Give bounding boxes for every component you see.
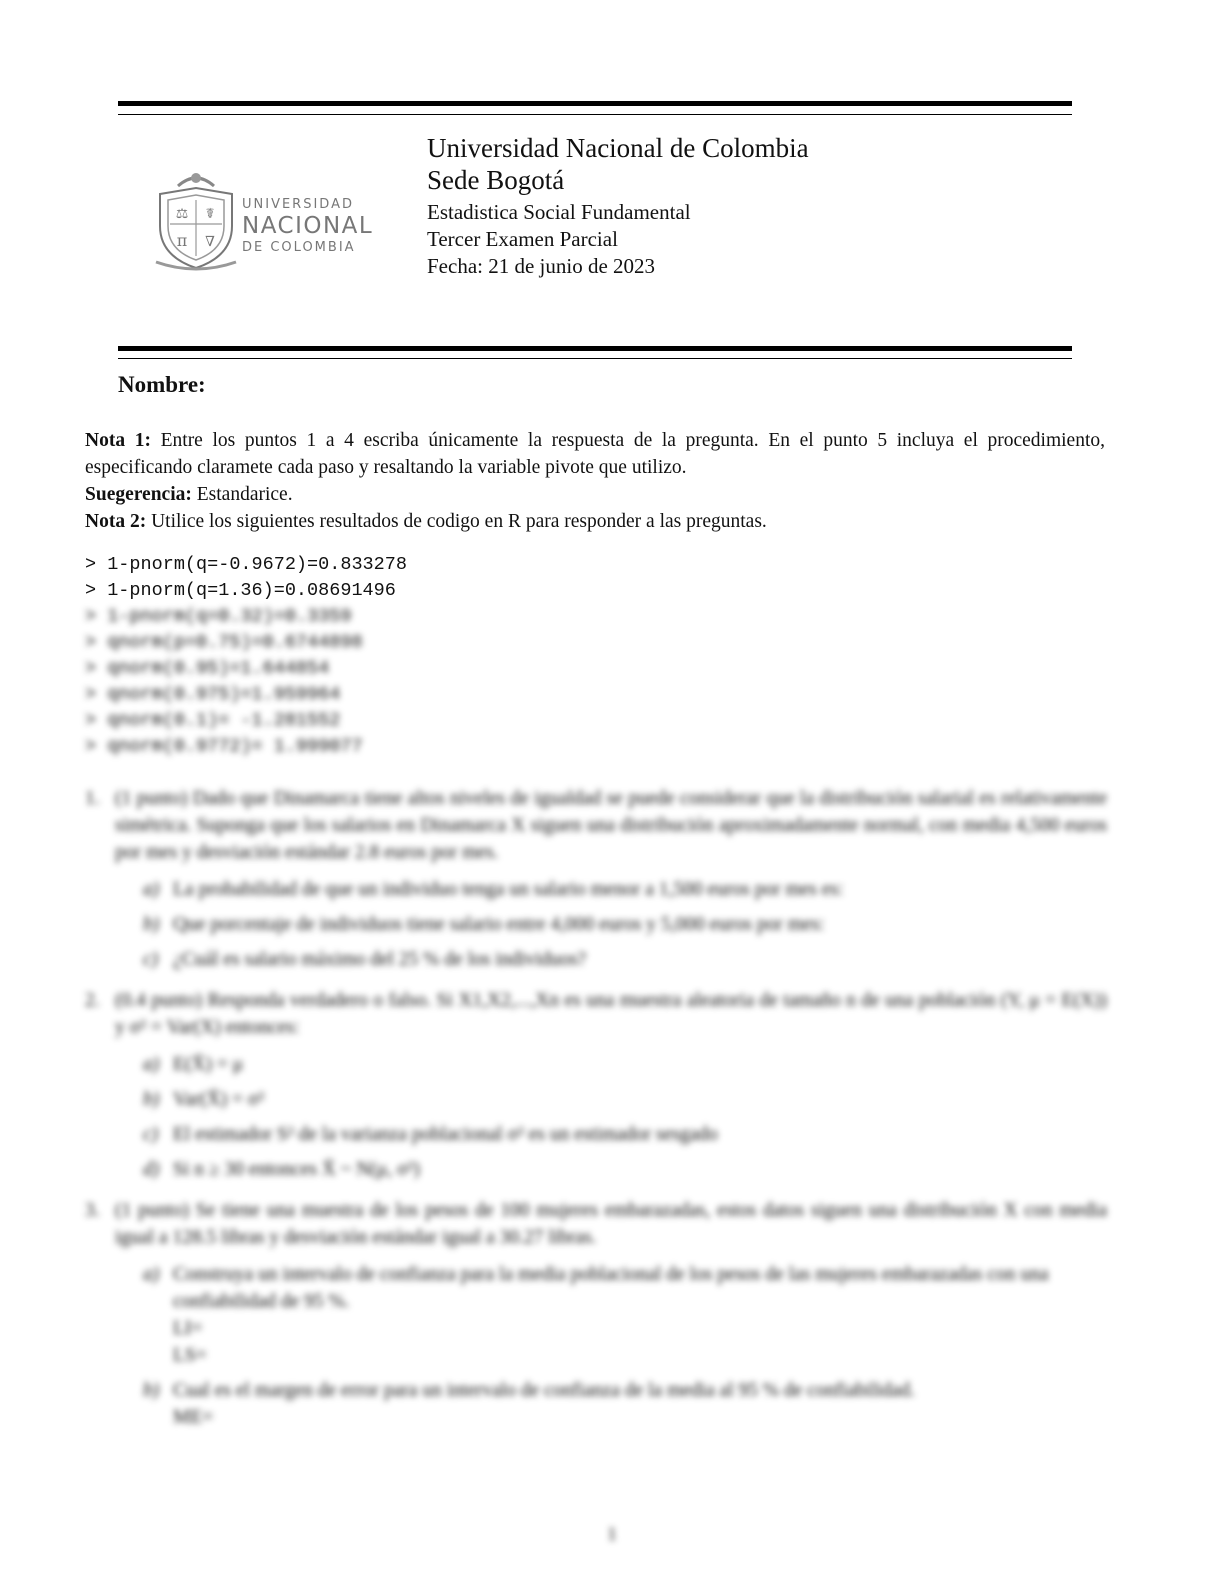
item-text: Var(X̄) = σ² [173,1089,265,1110]
answer-blank-li: LI= [173,1318,203,1339]
instructions [85,427,1105,535]
question-item [143,1261,1107,1369]
item-label: a) [143,1264,160,1285]
question-items [143,1261,1107,1431]
question-3 [85,1197,1107,1431]
code-line: > 1-pnorm(q=0.32)=0.3359 [85,606,352,627]
code-line: > qnorm(0.975)=1.959964 [85,684,341,705]
page-number: 1 [607,1524,617,1545]
header-top-rule-thin [118,114,1072,115]
question-item [143,911,1107,938]
exam-date: Fecha: 21 de junio de 2023 [427,254,656,279]
item-label: b) [143,914,160,935]
course-name: Estadistica Social Fundamental [427,199,691,224]
question-items [143,1051,1107,1183]
note-1-label: Nota 1: [85,430,151,451]
note-1 [85,427,1105,481]
note-1-text: Entre los puntos 1 a 4 escriba únicamente la respuesta de la pregunta. En el punto 5 incluya el procedimiento, especificando claramete cada paso y resaltando la variable pivote que utilizo. [85,430,1106,478]
question-text: (1 punto) Dado que Dinamarca tiene altos niveles de igualdad se puede considerar que la distribución salarial es relativamente simétrica. Suponga que los salarios en Dinamarca X siguen una distribución aproximadamente normal, con media 4,500 euros por mes y desviación estándar 2.8 euros por mes. [115,788,1107,863]
item-text: E(X̄) = μ [173,1054,244,1075]
item-label: c) [143,949,159,970]
question-item [143,946,1107,973]
item-text: ¿Cuál es salario máximo del 25 % de los individuos? [173,949,587,970]
question-1 [85,785,1107,973]
logo-text-line1: UNIVERSIDAD [242,197,354,212]
note-2-label: Nota 2: [85,511,147,532]
code-line: > qnorm(0.1)= -1.281552 [85,710,341,731]
questions-section [85,785,1107,1445]
item-text: La probabilidad de que un individuo tenga un salario menor a 1,500 euros por mes es: [173,879,844,900]
question-number: 3. [85,1200,100,1221]
note-2-text: Utilice los siguientes resultados de codigo en R para responder a las preguntas. [151,511,767,532]
logo-text-line2: NACIONAL [242,213,374,239]
item-text: El estimador S² de la varianza poblacional σ² es un estimador sesgado [173,1124,718,1145]
university-logo [152,168,392,272]
item-text: Si n ≥ 30 entonces X̄ ~ N(μ, σ²) [173,1159,420,1180]
svg-text:☤: ☤ [205,206,215,222]
item-label: b) [143,1089,160,1110]
answer-blank-ls: LS= [173,1345,207,1366]
question-item [143,1377,1107,1431]
logo-text-line3: DE COLOMBIA [242,240,356,255]
question-item [143,1051,1107,1078]
code-line: > 1-pnorm(q=-0.9672)=0.833278 [85,554,407,575]
item-label: c) [143,1124,159,1145]
item-text: Cual es el margen de error para un intervalo de confianza de la media al 95 % de confiabilidad. [173,1380,915,1401]
item-label: a) [143,879,160,900]
item-text: Que porcentaje de individuos tiene salario entre 4,000 euros y 5,000 euros por mes: [173,914,825,935]
header-top-rule-thick [118,101,1072,106]
header-bottom-rule-thick [118,346,1072,351]
header-bottom-rule-thin [118,358,1072,359]
question-text: (1 punto) Se tiene una muestra de los pesos de 100 mujeres embarazadas, estos datos siguen una distribución X con media igual a 128.5 libras y desviación estándar igual a 30.27 libras. [115,1200,1107,1248]
answer-blank-me: ME= [173,1407,214,1428]
svg-text:π: π [176,231,188,250]
header-info [427,133,809,281]
university-name: Universidad Nacional de Colombia [427,133,809,163]
code-line: > qnorm(p=0.75)=0.6744898 [85,632,363,653]
question-item [143,1156,1107,1183]
question-2 [85,987,1107,1183]
name-label: Nombre: [118,372,206,397]
suggestion-text: Estandarice. [196,484,293,505]
item-label: b) [143,1380,160,1401]
code-line: > qnorm(0.9772)= 1.999077 [85,736,363,757]
suggestion [85,481,1105,508]
question-number: 2. [85,990,100,1011]
r-code-output [85,552,407,760]
code-line: > qnorm(0.95)=1.644854 [85,658,330,679]
svg-text:⚖: ⚖ [175,206,189,222]
svg-text:∇: ∇ [205,234,215,250]
item-text: Construya un intervalo de confianza para la media poblacional de los pesos de las mujeres embarazadas con una confiabilidad de 95 %. [173,1264,1049,1312]
question-item [143,1121,1107,1148]
question-text: (0.4 punto) Responda verdadero o falso. Si X1,X2,...,Xn es una muestra aleatoria de tamaño n de una población (Y, μ = E(X)) y σ² = Var(X) entonces: [115,990,1107,1038]
question-item [143,876,1107,903]
exam-name: Tercer Examen Parcial [427,227,618,252]
item-label: a) [143,1054,160,1075]
code-line: > 1-pnorm(q=1.36)=0.08691496 [85,580,396,601]
note-2 [85,508,1105,535]
question-number: 1. [85,788,100,809]
question-items [143,876,1107,973]
suggestion-label: Suegerencia: [85,484,192,505]
question-item [143,1086,1107,1113]
item-label: d) [143,1159,160,1180]
campus-name: Sede Bogotá [427,164,565,195]
